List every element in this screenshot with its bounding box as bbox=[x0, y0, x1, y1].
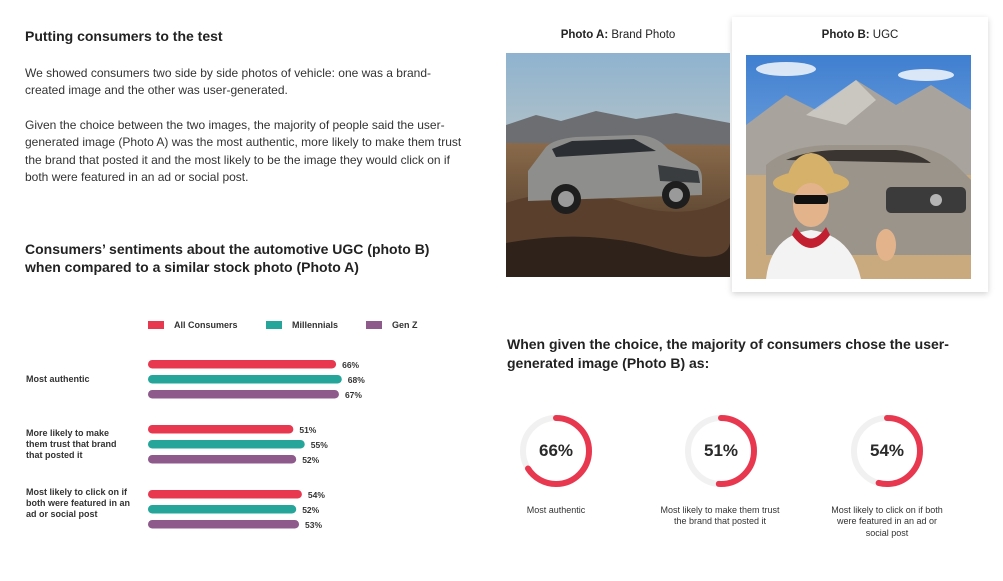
donut-trust-brand bbox=[683, 413, 759, 489]
photo-a-label bbox=[506, 29, 730, 41]
legend-label-millennials: Millennials bbox=[292, 320, 339, 330]
donut-section-title: When given the choice, the majority of consumers chose the user-generated image (Photo B) as: bbox=[507, 336, 949, 371]
legend-label-gen-z: Gen Z bbox=[392, 320, 418, 330]
legend-swatch-all-consumers bbox=[148, 321, 164, 329]
photo-b-label bbox=[732, 29, 988, 41]
bar-millennials bbox=[148, 440, 305, 449]
photo-b-ugc-image bbox=[746, 55, 971, 279]
legend-all-consumers bbox=[148, 320, 238, 330]
bar-millennials bbox=[148, 505, 296, 514]
bar-gen-z bbox=[148, 520, 299, 529]
bar-all-consumers bbox=[148, 490, 302, 499]
category-label: Most likely to click on if both were featured in an ad or social post bbox=[26, 487, 131, 519]
legend-label-all-consumers: All Consumers bbox=[174, 320, 238, 330]
donut-value: 66% bbox=[538, 441, 574, 460]
donut-caption: Most likely to click on if both were featured in an ad or social post bbox=[831, 505, 943, 538]
bar-gen-z bbox=[148, 455, 296, 464]
photo-a-label-text: Brand Photo bbox=[608, 29, 676, 41]
bar-value-label: 67% bbox=[344, 390, 362, 400]
photo-b-label-bold: Photo B: bbox=[821, 29, 870, 41]
legend-swatch-gen-z bbox=[366, 321, 382, 329]
legend-swatch-millennials bbox=[266, 321, 282, 329]
bar-value-label: 53% bbox=[305, 520, 323, 530]
bar-value-label: 55% bbox=[310, 440, 328, 450]
bar-chart bbox=[0, 340, 480, 545]
bar-value-label: 52% bbox=[302, 455, 320, 465]
bar-all-consumers bbox=[148, 360, 336, 369]
bar-value-label: 54% bbox=[307, 490, 325, 500]
category-label: Most authentic bbox=[26, 374, 90, 384]
donut-click-ad bbox=[849, 413, 925, 489]
bar-all-consumers bbox=[148, 425, 293, 434]
category-label: More likely to make them trust that brand that posted it bbox=[26, 428, 117, 460]
donut-value: 51% bbox=[703, 441, 739, 460]
photo-b-label-text: UGC bbox=[869, 29, 899, 41]
bar-value-label: 66% bbox=[342, 360, 360, 370]
legend-gen-z bbox=[366, 320, 418, 330]
bar-gen-z bbox=[148, 390, 339, 399]
legend-millennials bbox=[266, 320, 338, 330]
bar-chart-title: Consumers’ sentiments about the automotive UGC (photo B) when compared to a similar stock photo (Photo A) bbox=[25, 241, 430, 275]
donut-value: 54% bbox=[869, 441, 905, 460]
photo-a-brand-image bbox=[506, 53, 730, 277]
findings-paragraph: Given the choice between the two images, the majority of people said the user-generated image (Photo A) was the most authentic, more likely to make them trust the brand that posted it and the most likely to be the image they would click on if both were featured in an ad or social post. bbox=[25, 118, 462, 184]
bar-value-label: 52% bbox=[302, 505, 320, 515]
section-title: Putting consumers to the test bbox=[25, 28, 223, 44]
intro-paragraph: We showed consumers two side by side photos of vehicle: one was a brand-created image and the other was user-generated. bbox=[25, 66, 431, 98]
bar-value-label: 51% bbox=[299, 425, 317, 435]
donut-most-authentic bbox=[518, 413, 594, 489]
donut-caption: Most likely to make them trust the brand that posted it bbox=[660, 505, 780, 527]
bar-value-label: 68% bbox=[347, 375, 365, 385]
bar-millennials bbox=[148, 375, 342, 384]
photo-a-label-bold: Photo A: bbox=[560, 29, 609, 41]
donut-caption: Most authentic bbox=[526, 505, 586, 515]
